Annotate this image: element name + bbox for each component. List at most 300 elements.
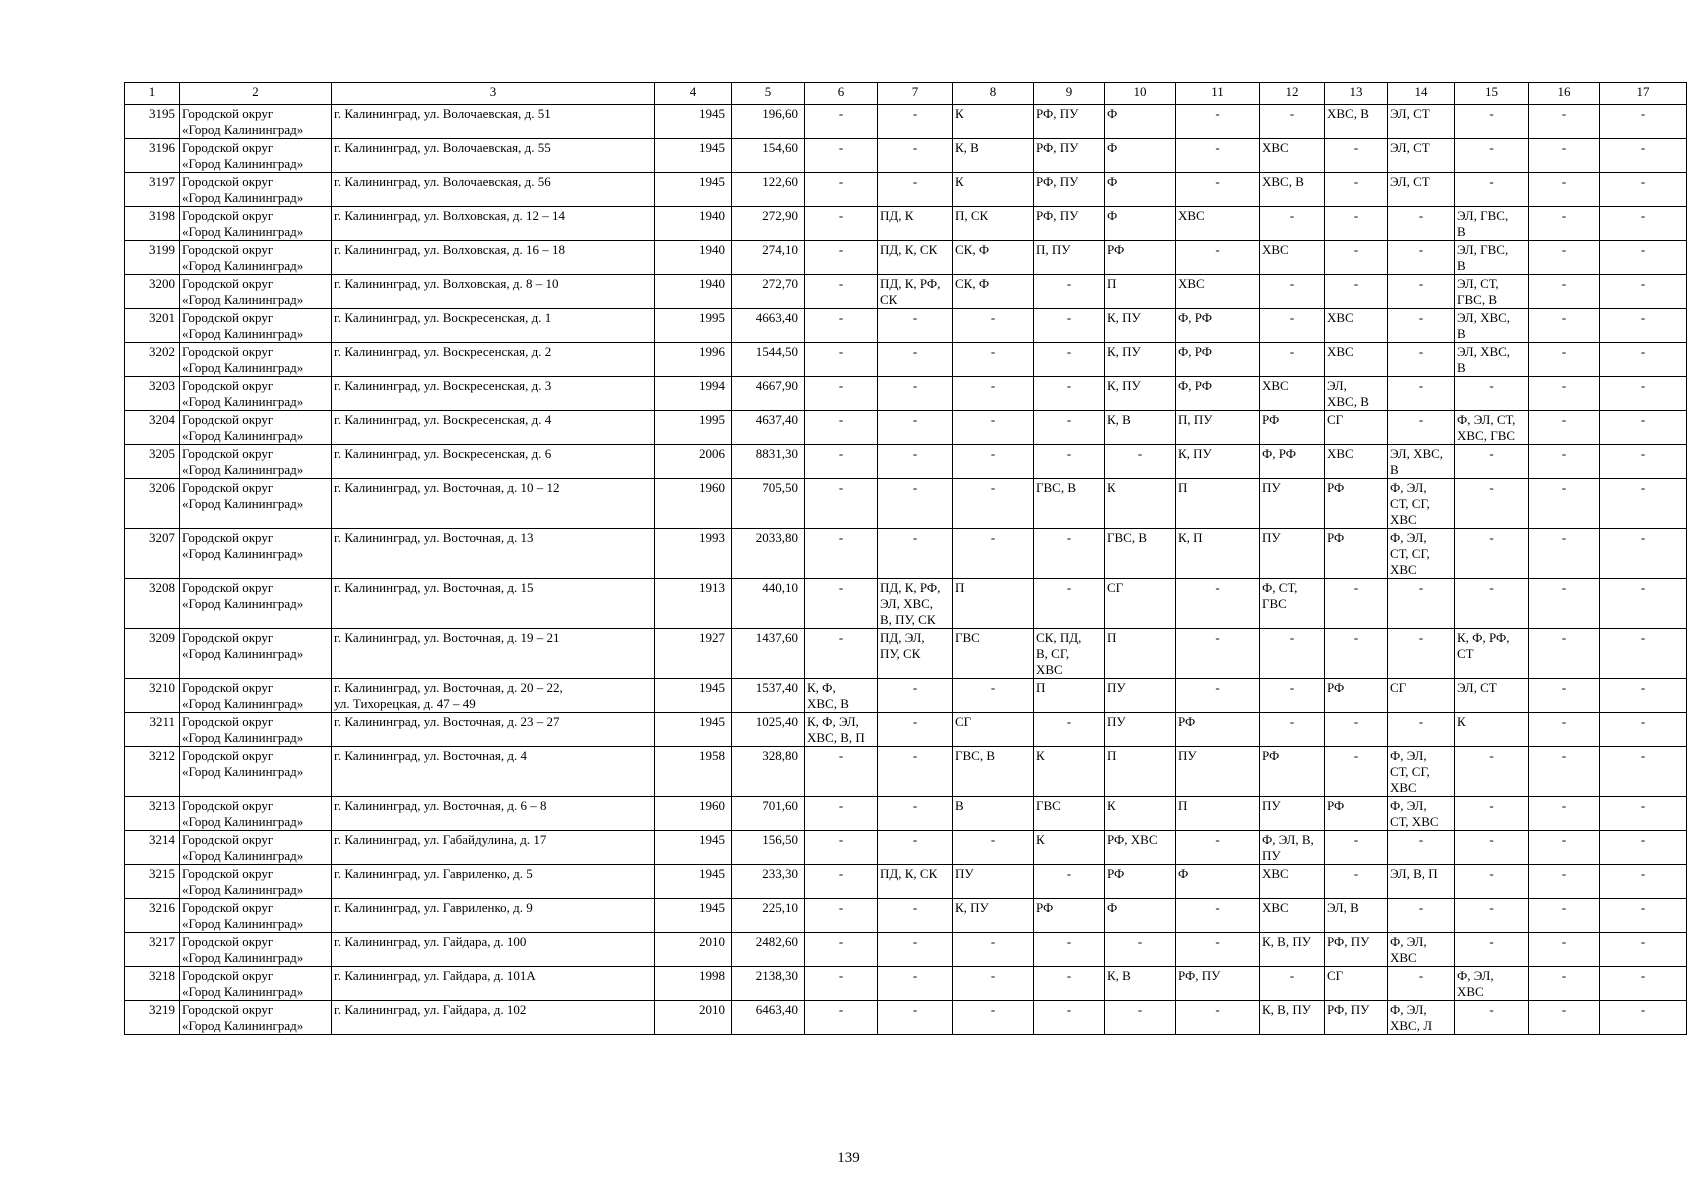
table-cell: 3196 (125, 139, 180, 173)
table-cell: П, ПУ (1176, 411, 1260, 445)
table-cell: 6463,40 (732, 1001, 805, 1035)
table-cell: 1945 (655, 713, 732, 747)
table-cell: Городской округ «Город Калининград» (180, 309, 332, 343)
table-row (125, 865, 1687, 899)
table-cell: - (1325, 579, 1388, 629)
table-cell: 1993 (655, 529, 732, 579)
table-cell: - (878, 1001, 953, 1035)
table-cell: Ф, РФ (1176, 309, 1260, 343)
table-cell: - (1034, 529, 1105, 579)
column-header: 12 (1260, 83, 1325, 105)
table-cell: - (1600, 207, 1687, 241)
table-cell: г. Калининград, ул. Восточная, д. 10 – 12 (332, 479, 655, 529)
table-cell: 328,80 (732, 747, 805, 797)
table-cell: 3200 (125, 275, 180, 309)
table-cell: Городской округ «Город Калининград» (180, 797, 332, 831)
column-header: 6 (805, 83, 878, 105)
table-cell: г. Калининград, ул. Гавриленко, д. 9 (332, 899, 655, 933)
table-cell: 8831,30 (732, 445, 805, 479)
table-cell: РФ, ПУ (1034, 173, 1105, 207)
table-cell: - (1600, 713, 1687, 747)
table-cell: 2006 (655, 445, 732, 479)
table-cell: г. Калининград, ул. Воскресенская, д. 1 (332, 309, 655, 343)
table-cell: - (805, 629, 878, 679)
table-cell: - (1325, 865, 1388, 899)
table-cell: ХВС (1325, 445, 1388, 479)
table-cell: - (805, 933, 878, 967)
table-cell: П (1105, 747, 1176, 797)
column-header: 5 (732, 83, 805, 105)
table-cell: - (1455, 377, 1529, 411)
table-cell: г. Калининград, ул. Волховская, д. 8 – 10 (332, 275, 655, 309)
table-cell: - (953, 343, 1034, 377)
table-cell: - (1529, 343, 1600, 377)
table-cell: - (805, 747, 878, 797)
table-cell: - (1388, 343, 1455, 377)
table-cell: П (953, 579, 1034, 629)
table-cell: - (953, 377, 1034, 411)
table-cell: - (1176, 831, 1260, 865)
page-number: 139 (837, 1150, 860, 1166)
table-cell: Городской округ «Город Калининград» (180, 173, 332, 207)
table-cell: Ф, ЭЛ, СТ, СГ, ХВС (1388, 479, 1455, 529)
table-cell: 3199 (125, 241, 180, 275)
table-cell: Ф, РФ (1176, 343, 1260, 377)
table-cell: г. Калининград, ул. Волочаевская, д. 55 (332, 139, 655, 173)
table-cell: - (953, 933, 1034, 967)
table-cell: 1998 (655, 967, 732, 1001)
table-cell: К, Ф, ЭЛ, ХВС, В, П (805, 713, 878, 747)
table-cell: К (1034, 831, 1105, 865)
table-cell: Ф, ЭЛ, СТ, ХВС, ГВС (1455, 411, 1529, 445)
table-row (125, 831, 1687, 865)
table-cell: ЭЛ, СТ (1388, 173, 1455, 207)
table-cell: - (1325, 241, 1388, 275)
table-cell: ПУ (1260, 797, 1325, 831)
table-cell: 3203 (125, 377, 180, 411)
table-cell: Городской округ «Город Калининград» (180, 831, 332, 865)
table-cell: Ф (1176, 865, 1260, 899)
table-cell: П (1105, 275, 1176, 309)
table-cell: К, ПУ (953, 899, 1034, 933)
table-cell: 1945 (655, 679, 732, 713)
table-cell: - (805, 139, 878, 173)
table-row (125, 713, 1687, 747)
table-cell: - (805, 529, 878, 579)
table-cell: - (878, 139, 953, 173)
table-cell: - (1600, 831, 1687, 865)
table-cell: Ф, РФ (1260, 445, 1325, 479)
table-cell: 1994 (655, 377, 732, 411)
table-cell: 1940 (655, 241, 732, 275)
table-cell: 3212 (125, 747, 180, 797)
table-row (125, 967, 1687, 1001)
table-cell: Ф, СТ, ГВС (1260, 579, 1325, 629)
table-cell: ХВС (1176, 207, 1260, 241)
table-cell: К, П (1176, 529, 1260, 579)
table-cell: г. Калининград, ул. Восточная, д. 13 (332, 529, 655, 579)
table-cell: 1945 (655, 173, 732, 207)
table-cell: - (878, 899, 953, 933)
table-cell: г. Калининград, ул. Гайдара, д. 100 (332, 933, 655, 967)
table-cell: - (805, 275, 878, 309)
table-row (125, 139, 1687, 173)
table-cell: ПУ (1105, 679, 1176, 713)
table-cell: ЭЛ, СТ (1455, 679, 1529, 713)
table-cell: Ф (1105, 207, 1176, 241)
table-row (125, 445, 1687, 479)
table-cell: П (1105, 629, 1176, 679)
table-cell: - (805, 343, 878, 377)
table-cell: - (1529, 899, 1600, 933)
table-cell: Ф, ЭЛ, ХВС (1388, 933, 1455, 967)
table-cell: - (1529, 933, 1600, 967)
table-row (125, 241, 1687, 275)
table-cell: - (1600, 529, 1687, 579)
table-cell: - (1600, 139, 1687, 173)
table-cell: 3215 (125, 865, 180, 899)
table-cell: г. Калининград, ул. Воскресенская, д. 2 (332, 343, 655, 377)
table-cell: - (878, 173, 953, 207)
table-cell: ХВС (1260, 865, 1325, 899)
table-cell: Городской округ «Город Калининград» (180, 529, 332, 579)
table-cell: Городской округ «Город Калининград» (180, 411, 332, 445)
table-cell: - (1325, 139, 1388, 173)
table-row (125, 309, 1687, 343)
column-header: 2 (180, 83, 332, 105)
table-cell: - (1105, 933, 1176, 967)
table-cell: 2010 (655, 1001, 732, 1035)
table-cell: - (805, 967, 878, 1001)
table-cell: - (1455, 797, 1529, 831)
table-cell: г. Калининград, ул. Восточная, д. 4 (332, 747, 655, 797)
table-cell: - (805, 831, 878, 865)
table-cell: РФ, ПУ (1176, 967, 1260, 1001)
table-cell: - (1455, 899, 1529, 933)
table-cell: - (1600, 579, 1687, 629)
table-row (125, 579, 1687, 629)
table-cell: РФ (1260, 411, 1325, 445)
table-cell: К (1105, 797, 1176, 831)
table-row (125, 797, 1687, 831)
table-cell: 3217 (125, 933, 180, 967)
table-cell: 196,60 (732, 105, 805, 139)
table-cell: 1025,40 (732, 713, 805, 747)
table-cell: П, СК (953, 207, 1034, 241)
table-cell: - (1325, 207, 1388, 241)
table-cell: 1913 (655, 579, 732, 629)
table-cell: - (953, 445, 1034, 479)
table-cell: РФ, ПУ (1034, 207, 1105, 241)
table-cell: 1960 (655, 797, 732, 831)
table-cell: - (1388, 207, 1455, 241)
table-cell: - (805, 479, 878, 529)
table-cell: - (1600, 445, 1687, 479)
table-cell: 3218 (125, 967, 180, 1001)
table-cell: Ф (1105, 105, 1176, 139)
table-cell: - (878, 309, 953, 343)
table-cell: 3204 (125, 411, 180, 445)
column-header: 11 (1176, 83, 1260, 105)
table-cell: 3197 (125, 173, 180, 207)
table-cell: г. Калининград, ул. Гайдара, д. 102 (332, 1001, 655, 1035)
table-cell: 3198 (125, 207, 180, 241)
table-cell: - (878, 445, 953, 479)
table-cell: - (1260, 207, 1325, 241)
table-cell: 440,10 (732, 579, 805, 629)
table-cell: - (1176, 241, 1260, 275)
table-cell: Городской округ «Город Калининград» (180, 933, 332, 967)
table-cell: г. Калининград, ул. Волочаевская, д. 56 (332, 173, 655, 207)
table-cell: ХВС (1260, 377, 1325, 411)
table-row (125, 933, 1687, 967)
table-cell: Ф, ЭЛ, СТ, ХВС (1388, 797, 1455, 831)
table-cell: - (805, 377, 878, 411)
table-cell: - (953, 529, 1034, 579)
table-cell: - (1529, 529, 1600, 579)
table-cell: - (1529, 445, 1600, 479)
table-cell: - (953, 967, 1034, 1001)
table-cell: - (1176, 933, 1260, 967)
table-cell: - (1105, 445, 1176, 479)
table-cell: - (1455, 479, 1529, 529)
table-cell: - (1260, 629, 1325, 679)
column-header: 4 (655, 83, 732, 105)
table-cell: - (878, 377, 953, 411)
table-cell: ПУ (1260, 529, 1325, 579)
table-cell: 2010 (655, 933, 732, 967)
table-row (125, 479, 1687, 529)
table-cell: Городской округ «Город Калининград» (180, 275, 332, 309)
table-cell: РФ, ПУ (1325, 1001, 1388, 1035)
table-cell: - (1176, 579, 1260, 629)
table-cell: - (1600, 479, 1687, 529)
table-cell: - (805, 241, 878, 275)
table-cell: 272,90 (732, 207, 805, 241)
table-cell: СК, ПД, В, СГ, ХВС (1034, 629, 1105, 679)
table-cell: К (1034, 747, 1105, 797)
table-cell: 3214 (125, 831, 180, 865)
table-cell: ЭЛ, СТ, ГВС, В (1455, 275, 1529, 309)
table-cell: - (878, 479, 953, 529)
table-cell: - (1105, 1001, 1176, 1035)
column-header: 14 (1388, 83, 1455, 105)
table-cell: - (1600, 629, 1687, 679)
table-cell: 2482,60 (732, 933, 805, 967)
table-cell: - (805, 445, 878, 479)
table-cell: - (1529, 207, 1600, 241)
table-row (125, 747, 1687, 797)
table-cell: - (1600, 411, 1687, 445)
table-cell: - (1388, 579, 1455, 629)
table-cell: - (1600, 933, 1687, 967)
table-cell: - (1260, 967, 1325, 1001)
table-cell: - (1529, 479, 1600, 529)
table-row (125, 343, 1687, 377)
table-cell: 3207 (125, 529, 180, 579)
table-row (125, 629, 1687, 679)
table-cell: 4663,40 (732, 309, 805, 343)
table-cell: 3201 (125, 309, 180, 343)
table-cell: - (805, 865, 878, 899)
table-cell: СГ (1105, 579, 1176, 629)
table-cell: - (878, 679, 953, 713)
table-cell: - (1529, 309, 1600, 343)
table-cell: - (1600, 173, 1687, 207)
table-cell: - (1176, 629, 1260, 679)
table-cell: СГ (953, 713, 1034, 747)
table-cell: ГВС, В (1034, 479, 1105, 529)
table-cell: Городской округ «Город Калининград» (180, 679, 332, 713)
table-cell: - (1034, 967, 1105, 1001)
table-cell: ЭЛ, ХВС, В (1388, 445, 1455, 479)
table-body (125, 105, 1687, 1035)
table-row (125, 1001, 1687, 1035)
table-cell: 274,10 (732, 241, 805, 275)
table-cell: - (1388, 713, 1455, 747)
table-cell: - (805, 207, 878, 241)
column-header: 1 (125, 83, 180, 105)
table-cell: ПД, К, РФ, СК (878, 275, 953, 309)
table-cell: РФ (1325, 529, 1388, 579)
table-cell: ПД, К, СК (878, 241, 953, 275)
table-cell: Ф, ЭЛ, СТ, СГ, ХВС (1388, 747, 1455, 797)
table-cell: - (1034, 411, 1105, 445)
table-cell: Ф (1105, 173, 1176, 207)
table-cell: ЭЛ, В, П (1388, 865, 1455, 899)
table-cell: - (1529, 579, 1600, 629)
table-cell: 1960 (655, 479, 732, 529)
header-row (125, 83, 1687, 105)
column-header: 15 (1455, 83, 1529, 105)
table-cell: Ф (1105, 139, 1176, 173)
table-cell: Городской округ «Город Калининград» (180, 207, 332, 241)
table-cell: 1995 (655, 411, 732, 445)
table-cell: РФ, ПУ (1034, 105, 1105, 139)
table-cell: Городской округ «Город Калининград» (180, 377, 332, 411)
table-cell: Городской округ «Город Калининград» (180, 343, 332, 377)
table-cell: - (1455, 173, 1529, 207)
table-cell: РФ (1325, 479, 1388, 529)
table-cell: - (1388, 899, 1455, 933)
table-cell: РФ, ХВС (1105, 831, 1176, 865)
table-cell: 701,60 (732, 797, 805, 831)
table-cell: - (1455, 865, 1529, 899)
table-cell: ГВС, В (1105, 529, 1176, 579)
table-cell: СГ (1325, 967, 1388, 1001)
table-cell: СК, Ф (953, 241, 1034, 275)
table-cell: ЭЛ, ХВС, В (1325, 377, 1388, 411)
table-cell: - (953, 479, 1034, 529)
table-cell: - (1176, 679, 1260, 713)
table-cell: ГВС, В (953, 747, 1034, 797)
table-cell: - (1600, 899, 1687, 933)
table-cell: - (1600, 241, 1687, 275)
table-cell: 3219 (125, 1001, 180, 1035)
table-cell: К, В, ПУ (1260, 933, 1325, 967)
table-cell: г. Калининград, ул. Гайдара, д. 101А (332, 967, 655, 1001)
table-cell: Городской округ «Город Калининград» (180, 629, 332, 679)
table-cell: - (1260, 275, 1325, 309)
table-cell: 3213 (125, 797, 180, 831)
table-cell: - (1034, 343, 1105, 377)
table-cell: - (878, 933, 953, 967)
table-cell: - (1600, 275, 1687, 309)
table-cell: 3210 (125, 679, 180, 713)
table-cell: ХВС (1176, 275, 1260, 309)
table-cell: - (1325, 747, 1388, 797)
table-cell: ЭЛ, ХВС, В (1455, 309, 1529, 343)
table-cell: - (1388, 967, 1455, 1001)
table-cell: г. Калининград, ул. Волховская, д. 12 – 14 (332, 207, 655, 241)
table-cell: РФ (1260, 747, 1325, 797)
table-cell: - (1529, 967, 1600, 1001)
table-cell: - (1325, 173, 1388, 207)
table-cell: - (1529, 679, 1600, 713)
table-cell: - (1529, 797, 1600, 831)
table-cell: - (1325, 629, 1388, 679)
table-cell: - (805, 105, 878, 139)
table-cell: - (1260, 105, 1325, 139)
table-cell: - (1034, 713, 1105, 747)
column-header: 8 (953, 83, 1034, 105)
table-cell: - (953, 679, 1034, 713)
table-cell: г. Калининград, ул. Гавриленко, д. 5 (332, 865, 655, 899)
table-cell: РФ, ПУ (1034, 139, 1105, 173)
table-cell: - (1600, 105, 1687, 139)
table-cell: ХВС, В (1325, 105, 1388, 139)
table-cell: 3206 (125, 479, 180, 529)
table-cell: - (953, 831, 1034, 865)
table-cell: ХВС, В (1260, 173, 1325, 207)
table-cell: 1958 (655, 747, 732, 797)
table-cell: 3216 (125, 899, 180, 933)
table-cell: - (1455, 933, 1529, 967)
table-cell: - (1455, 579, 1529, 629)
table-cell: ГВС (1034, 797, 1105, 831)
table-cell: К, ПУ (1176, 445, 1260, 479)
table-cell: - (1529, 173, 1600, 207)
table-cell: - (805, 411, 878, 445)
table-cell: - (1260, 343, 1325, 377)
table-cell: П, ПУ (1034, 241, 1105, 275)
column-header: 13 (1325, 83, 1388, 105)
table-cell: - (1529, 713, 1600, 747)
table-cell: Городской округ «Город Калининград» (180, 1001, 332, 1035)
table-cell: - (878, 529, 953, 579)
table-cell: 1940 (655, 207, 732, 241)
table-cell: В (953, 797, 1034, 831)
table-cell: - (1455, 831, 1529, 865)
table-cell: г. Калининград, ул. Восточная, д. 19 – 21 (332, 629, 655, 679)
column-header: 9 (1034, 83, 1105, 105)
table-cell: - (1034, 1001, 1105, 1035)
table-cell: - (1260, 679, 1325, 713)
table-cell: - (1325, 713, 1388, 747)
table-cell: 3211 (125, 713, 180, 747)
table-cell: 3209 (125, 629, 180, 679)
table-cell: - (1260, 713, 1325, 747)
table-cell: Городской округ «Город Калининград» (180, 967, 332, 1001)
table-cell: г. Калининград, ул. Восточная, д. 23 – 27 (332, 713, 655, 747)
table-cell: - (1600, 1001, 1687, 1035)
table-cell: - (1600, 377, 1687, 411)
table-cell: ПД, К (878, 207, 953, 241)
table-cell: 3205 (125, 445, 180, 479)
table-cell: 705,50 (732, 479, 805, 529)
table-cell: 233,30 (732, 865, 805, 899)
table-cell: 2033,80 (732, 529, 805, 579)
